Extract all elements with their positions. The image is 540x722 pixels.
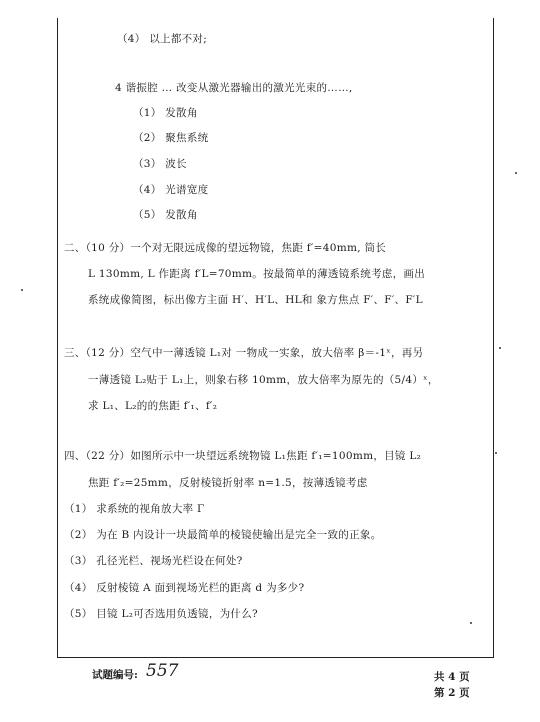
question-4-item: （3） 孔径光栏、视场光栏设在何处? xyxy=(64,555,243,567)
option-line: （5） 发散角 xyxy=(133,209,198,221)
exam-code-value: 557 xyxy=(146,661,179,681)
scan-speck xyxy=(21,289,23,291)
option-line: （1） 发散角 xyxy=(133,107,198,119)
question-4-item: （2） 为在 B 内设计一块最简单的棱镜使输出是完全一致的正象。 xyxy=(64,529,382,541)
question-2-line-3: 系统成像简图，标出像方主面 H′、H′L、HL和 象方焦点 F′、F′、F′L xyxy=(88,294,423,306)
question-4-line-2: 焦距 f′₂=25mm，反射棱镜折射率 n=1.5，按薄透镜考虑 xyxy=(88,477,368,489)
current-page: 第 2 页 xyxy=(434,687,470,699)
scan-speck xyxy=(470,622,472,624)
scan-speck xyxy=(515,172,517,174)
question-4-item: （4） 反射棱镜 A 面到视场光栏的距离 d 为多少? xyxy=(64,582,305,594)
scan-speck xyxy=(499,347,501,349)
question-2-line-1: 二、（10 分）一个对无限远成像的望远物镜，焦距 f′=40mm, 筒长 xyxy=(64,242,387,254)
question-stem: 4 谐振腔 … 改变从激光器输出的激光光束的……, xyxy=(115,82,353,94)
option-line: （4） 光谱宽度 xyxy=(133,184,209,196)
option-line: （4） 以上都不对; xyxy=(117,33,208,45)
question-3-line-3: 求 L₁、L₂的的焦距 f′₁、f′₂ xyxy=(88,400,218,412)
question-3-line-2: 一薄透镜 L₂贴于 L₁上，则象右移 10mm，放大倍率为原先的（5/4）ˣ， xyxy=(88,374,439,386)
question-2-line-2: L 130mm, L 作距离 f′L=70mm。按最简单的薄透镜系统考虑，画出 xyxy=(88,268,426,280)
question-4-item: （5） 目镜 L₂可否选用负透镜，为什么? xyxy=(64,608,258,620)
question-4-item: （1） 求系统的视角放大率 Γ xyxy=(64,503,205,515)
exam-code-label: 试题编号: xyxy=(92,669,138,681)
option-line: （3） 波长 xyxy=(133,158,187,170)
scan-speck xyxy=(495,452,497,454)
question-4-line-1: 四、（22 分）如图所示中一块望远系统物镜 L₁焦距 f′₁=100mm，目镜 L₂ xyxy=(64,450,422,462)
total-pages: 共 4 页 xyxy=(434,671,470,683)
option-line: （2） 聚焦系统 xyxy=(133,132,209,144)
question-3-line-1: 三、（12 分）空气中一薄透镜 L₁对 一物成一实象，放大倍率 β＝-1ˣ，再另 xyxy=(64,347,424,359)
